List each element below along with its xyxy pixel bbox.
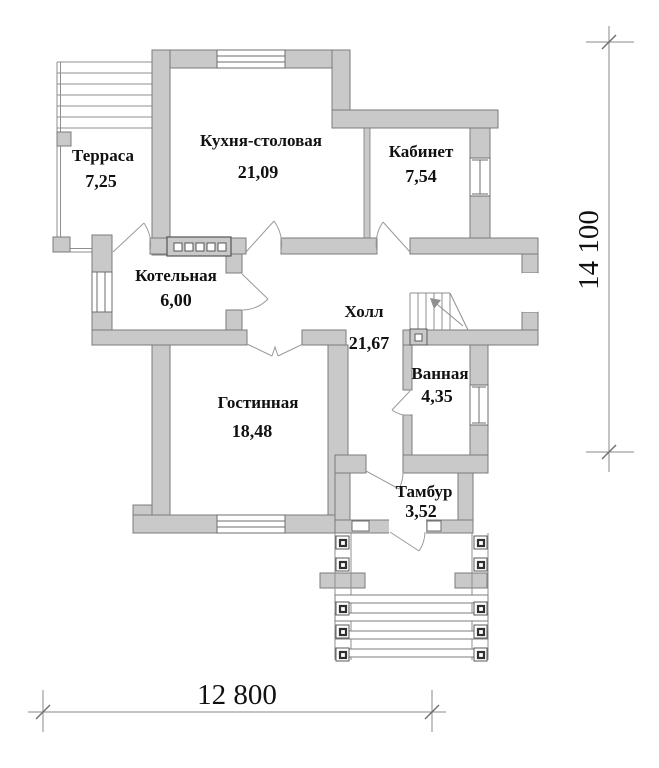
entry-step	[335, 649, 488, 657]
entry-step	[335, 595, 488, 603]
terrace-post	[57, 132, 71, 146]
office-door	[376, 222, 410, 252]
bathroom-window	[470, 385, 488, 425]
room-label-bathroom: Ванная	[411, 364, 469, 383]
flue-shaft	[410, 329, 427, 345]
bathroom-door	[392, 391, 410, 415]
room-label-hall: Холл	[344, 302, 384, 321]
room-area-living: 18,48	[231, 421, 273, 441]
dimension-bottom	[28, 679, 446, 732]
terrace-post	[53, 237, 70, 252]
living-room-double-door	[247, 344, 303, 356]
room-area-office: 7,54	[405, 166, 437, 186]
room-area-hall: 21,67	[348, 333, 390, 353]
stairs-direction-arrow	[430, 298, 463, 326]
room-label-terrace: Терраса	[72, 146, 134, 165]
kitchen-door	[246, 221, 282, 252]
boiler-door	[242, 274, 268, 310]
dimension-width-label: 12 800	[197, 679, 277, 711]
kitchen-window	[217, 50, 285, 68]
room-area-vestibule: 3,52	[405, 501, 437, 521]
room-area-terrace: 7,25	[85, 171, 117, 191]
porch	[335, 533, 488, 661]
room-label-living: Гостинная	[217, 393, 299, 412]
terrace-door	[113, 223, 151, 252]
entry-step	[335, 613, 488, 621]
kitchen-counter	[167, 237, 231, 256]
room-label-office: Кабинет	[388, 142, 454, 161]
dimension-height-label: 14 100	[573, 210, 605, 290]
room-area-kitchen: 21,09	[237, 162, 279, 182]
office-window	[470, 158, 490, 196]
dimension-right	[573, 26, 634, 472]
boiler-window	[92, 272, 112, 312]
room-label-boiler: Котельная	[135, 266, 217, 285]
hall-east-opening	[522, 273, 538, 312]
entry-step	[335, 631, 488, 639]
room-label-vestibule: Тамбур	[395, 482, 453, 501]
entrance-door	[389, 519, 426, 551]
room-area-bathroom: 4,35	[421, 386, 453, 406]
living-room-window	[217, 515, 285, 533]
room-label-kitchen: Кухня-столовая	[200, 131, 322, 150]
room-area-boiler: 6,00	[160, 290, 192, 310]
